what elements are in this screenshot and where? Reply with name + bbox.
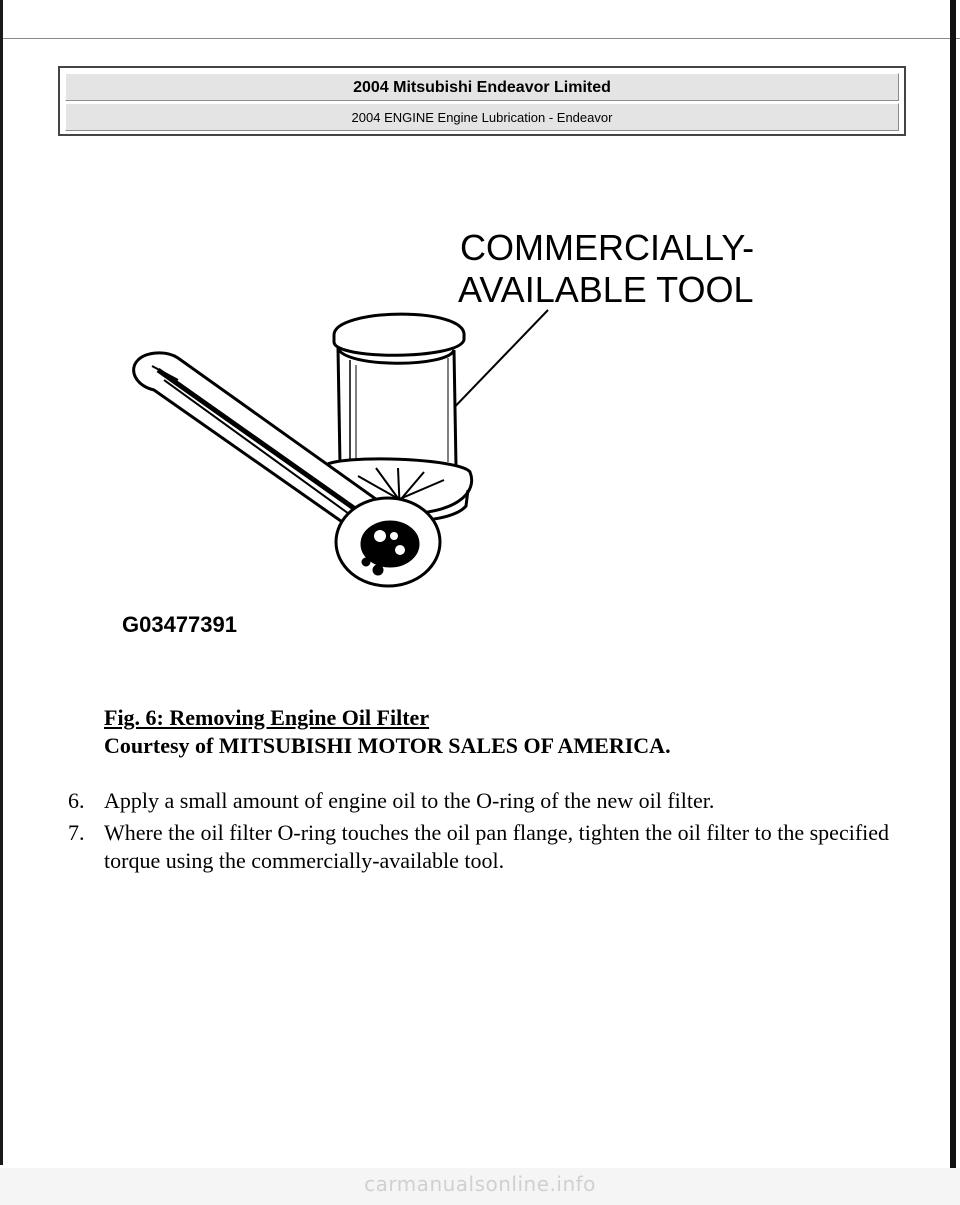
ratchet-head xyxy=(336,498,440,586)
page-right-border xyxy=(950,0,956,1168)
step-text: Where the oil filter O-ring touches the oil pan flange, tighten the oil filter to the specified torque using the commercially-available tool. xyxy=(104,820,890,873)
figure-code: G03477391 xyxy=(122,612,237,637)
callout-line-2: AVAILABLE TOOL xyxy=(458,269,754,310)
oil-filter-illustration xyxy=(118,210,758,650)
site-watermark: carmanualsonline.info xyxy=(364,1172,596,1196)
page-top-rule xyxy=(0,38,960,39)
figure-caption-link[interactable]: Fig. 6: Removing Engine Oil Filter xyxy=(104,705,430,730)
document-header xyxy=(58,66,906,136)
step-number: 6. xyxy=(68,788,85,813)
step-text: Apply a small amount of engine oil to the O-ring of the new oil filter. xyxy=(104,788,715,813)
oil-filter-wrench-drawing xyxy=(118,210,758,650)
figure-courtesy: Courtesy of MITSUBISHI MOTOR SALES OF AMERICA. xyxy=(104,733,671,758)
callout-line-1: COMMERCIALLY- xyxy=(460,227,755,268)
section-subtitle: 2004 ENGINE Engine Lubrication - Endeavor xyxy=(65,103,899,131)
oil-filter xyxy=(334,314,464,479)
vehicle-title: 2004 Mitsubishi Endeavor Limited xyxy=(65,73,899,101)
page-left-border xyxy=(0,0,3,1165)
step-number: 7. xyxy=(68,820,85,845)
